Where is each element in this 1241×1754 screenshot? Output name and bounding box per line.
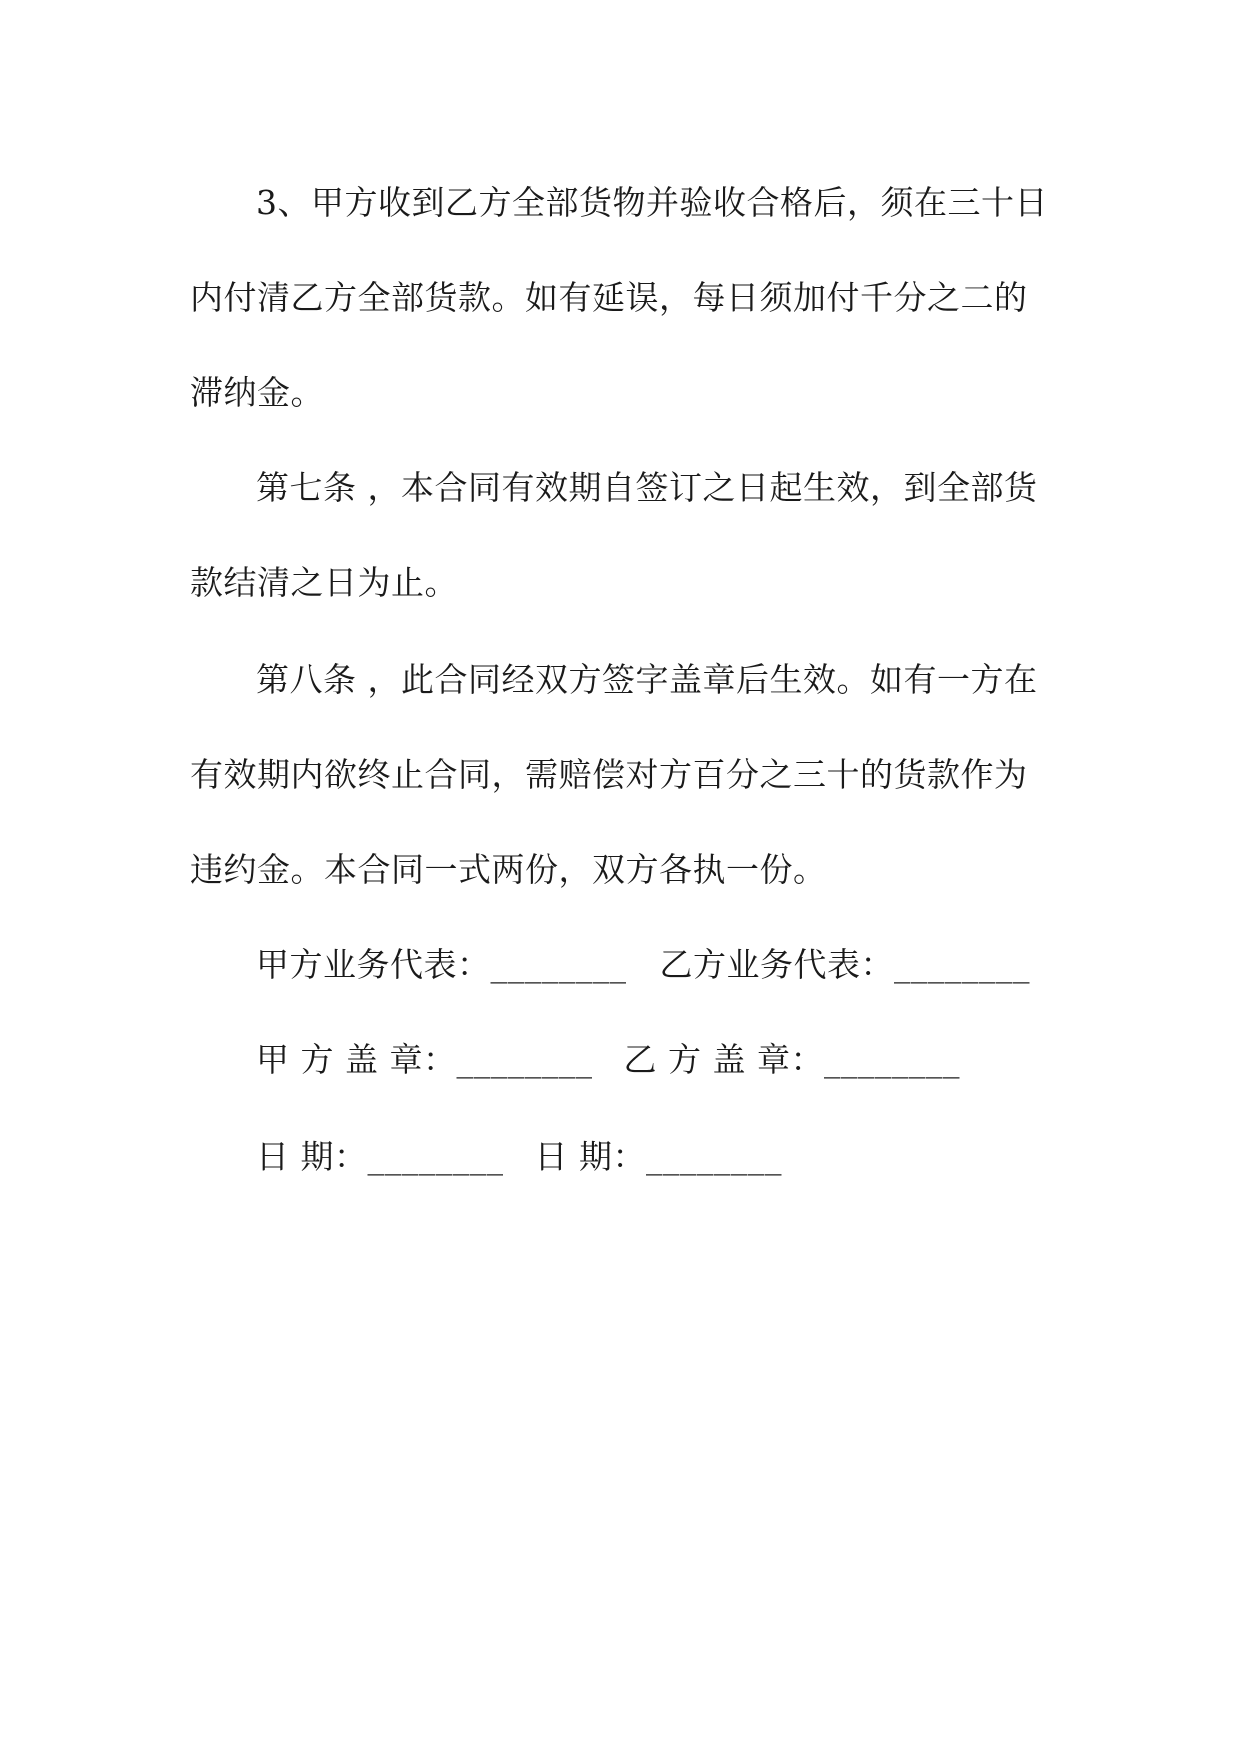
article-8-line-3: 违约金。本合同一式两份，双方各执一份。	[190, 850, 827, 889]
party-b-date: 日 期：________	[534, 1137, 782, 1176]
party-a-date: 日 期：________	[256, 1137, 504, 1176]
article-7-line-1: 第七条 ，本合同有效期自签订之日起生效，到全部货	[256, 468, 1038, 507]
paragraph-3-line-1: 3、甲方收到乙方全部货物并验收合格后，须在三十日	[256, 183, 1048, 222]
article-8-line-2: 有效期内欲终止合同，需赔偿对方百分之三十的货款作为	[190, 755, 1028, 794]
signature-date-row	[256, 1137, 782, 1177]
party-b-representative: 乙方业务代表：________	[659, 945, 1030, 984]
article-8-line-1: 第八条 ，此合同经双方签字盖章后生效。如有一方在	[256, 660, 1038, 699]
article-7-line-2: 款结清之日为止。	[190, 563, 458, 602]
signature-rep-row	[256, 945, 1030, 985]
signature-seal-row	[256, 1040, 960, 1080]
paragraph-3-line-2: 内付清乙方全部货款。如有延误，每日须加付千分之二的	[190, 278, 1028, 317]
party-a-seal: 甲 方 盖 章：________	[256, 1040, 593, 1079]
party-a-representative: 甲方业务代表：________	[256, 945, 627, 984]
party-b-seal: 乙 方 盖 章：________	[623, 1040, 960, 1079]
paragraph-3-line-3: 滞纳金。	[190, 373, 324, 412]
